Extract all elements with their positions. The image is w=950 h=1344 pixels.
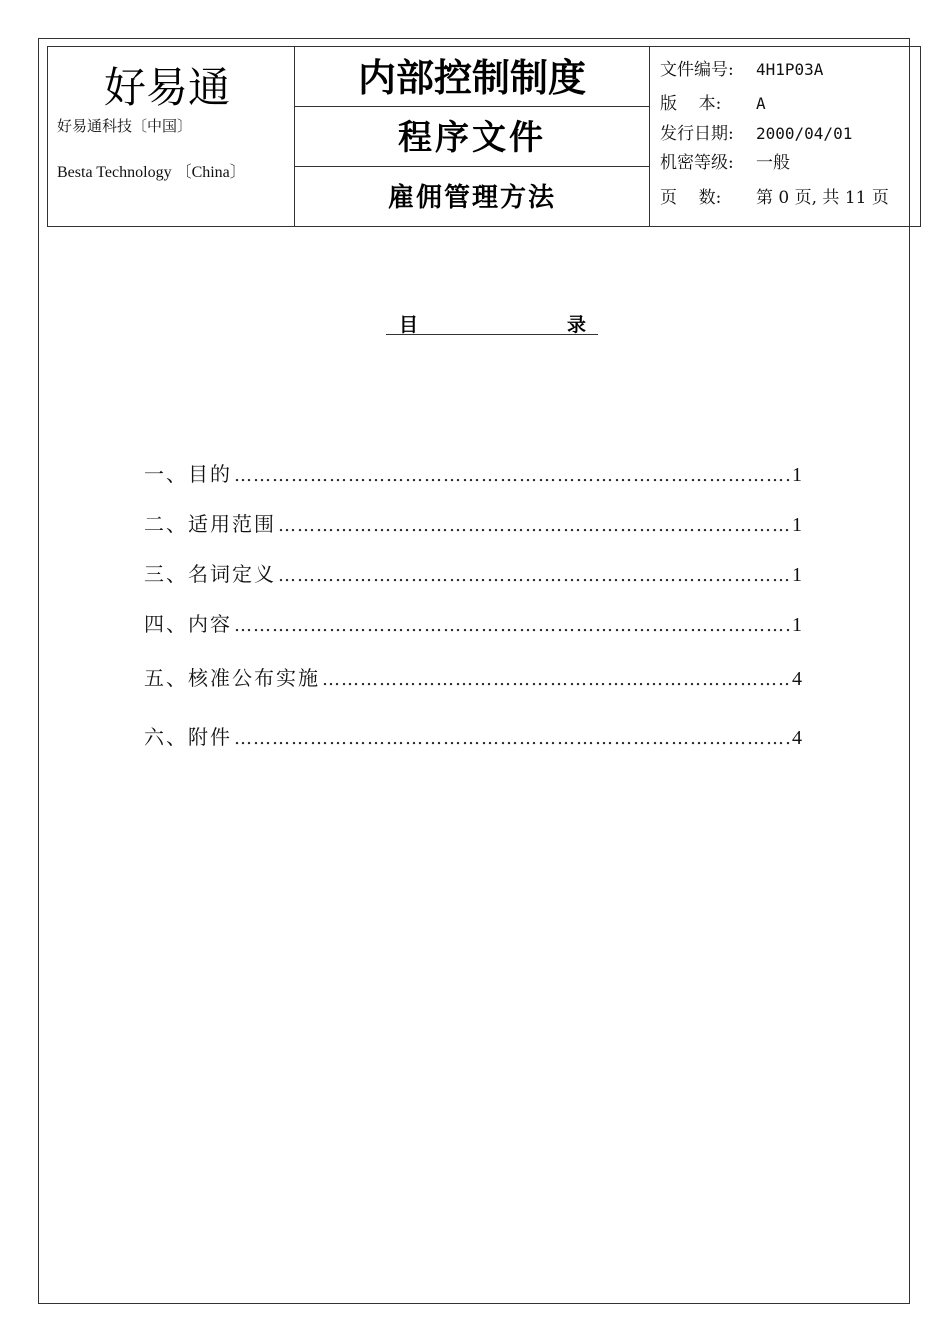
- info-row-issue-date: [660, 119, 852, 144]
- title-internal-control: 内部控制制度: [295, 47, 649, 107]
- document-header-table: [47, 46, 921, 227]
- toc-heading: [386, 310, 598, 335]
- info-label: 版 本:: [660, 94, 722, 114]
- toc-item-page: 1: [792, 464, 802, 486]
- toc-item-definitions[interactable]: [144, 558, 802, 586]
- toc-item-label: 一、目的: [144, 462, 232, 486]
- company-name-chinese: 好易通科技〔中国〕: [57, 117, 193, 135]
- toc-item-page: 4: [792, 727, 802, 749]
- info-label: 页 数:: [660, 188, 722, 208]
- title-procedure-document: 程序文件: [295, 107, 649, 167]
- toc-item-purpose[interactable]: [144, 458, 802, 486]
- info-row-confidentiality: [660, 148, 790, 173]
- company-logo: 好易通: [103, 63, 230, 112]
- toc-item-page: 1: [792, 614, 802, 636]
- info-label: 机密等级:: [660, 153, 734, 173]
- info-row-version: [660, 89, 766, 114]
- toc-item-label: 二、适用范围: [144, 512, 276, 536]
- toc-heading-right: 录: [566, 314, 586, 336]
- info-value: 2000/04/01: [756, 124, 853, 143]
- info-value: 一般: [756, 153, 790, 173]
- toc-leader-dots: [278, 515, 790, 536]
- info-row-page-count: [660, 183, 889, 208]
- toc-leader-dots: [234, 728, 790, 749]
- toc-leader-dots: [322, 669, 790, 690]
- toc-item-content[interactable]: [144, 608, 802, 636]
- toc-item-scope[interactable]: [144, 508, 802, 536]
- toc-leader-dots: [234, 615, 790, 636]
- info-row-doc-number: [660, 55, 823, 80]
- document-info-cell: [649, 47, 920, 226]
- toc-item-page: 4: [792, 668, 802, 690]
- info-value: 第 0 页, 共 11 页: [756, 188, 889, 208]
- toc-item-label: 六、附件: [144, 725, 232, 749]
- info-value: 4H1P03A: [756, 60, 824, 79]
- company-cell: [48, 47, 295, 226]
- title-employment-management: 雇佣管理方法: [387, 183, 556, 213]
- info-label: 发行日期:: [660, 124, 734, 144]
- toc-item-page: 1: [792, 514, 802, 536]
- company-name-english: Besta Technology 〔China〕: [57, 164, 246, 181]
- toc-leader-dots: [234, 465, 790, 486]
- info-value: A: [756, 94, 766, 113]
- toc-item-label: 五、核准公布实施: [144, 666, 320, 690]
- toc-item-page: 1: [792, 564, 802, 586]
- toc-item-label: 四、内容: [144, 612, 232, 636]
- toc-heading-left: 目: [399, 314, 419, 336]
- toc-item-label: 三、名词定义: [144, 562, 276, 586]
- info-label: 文件编号:: [660, 60, 734, 80]
- toc-item-attachments[interactable]: [144, 721, 802, 749]
- toc-leader-dots: [278, 565, 790, 586]
- toc-item-approval[interactable]: [144, 662, 802, 690]
